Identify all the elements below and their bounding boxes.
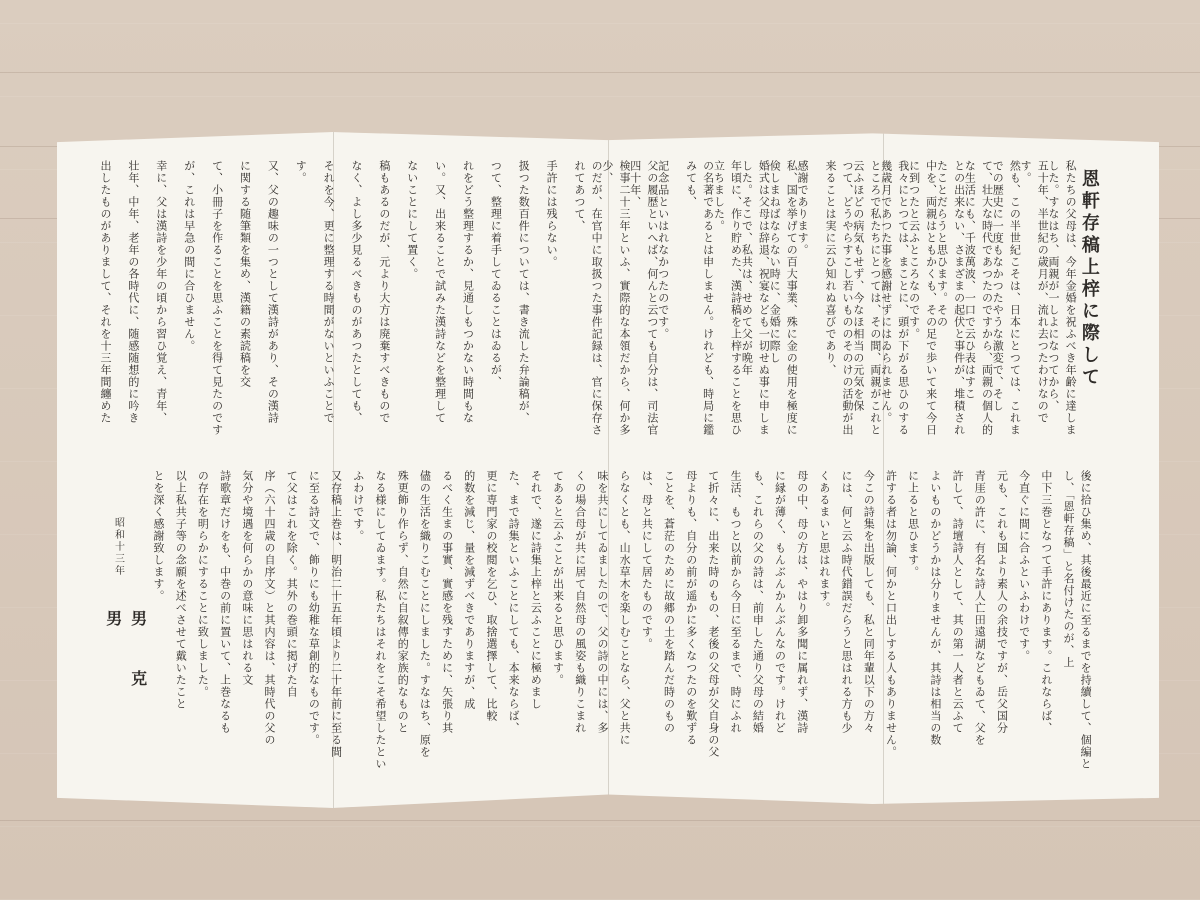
text-column: 儘の生活を織りこむことにしました。すなはち、原を (418, 470, 432, 758)
text-column: 中を、両親はともかくも、その足で歩いて来て今日に到つたと云ふところなのです。 (907, 160, 938, 436)
board-line (0, 72, 1200, 73)
text-column: 味を共にしてゐましたので、父の詩の中には、多 (595, 470, 609, 734)
text-column: ところで私たちにとつては、その間、両親がこれと云ふほどの病気もせず、今なほ相当の元気を保 (851, 160, 882, 436)
document-date: 昭和十三年 (112, 517, 124, 577)
board-line (0, 820, 1200, 821)
text-column: 的数を減じ、量を減ずべきでありますが、成 (462, 470, 476, 710)
text-column: 序（六十四歳の自序文）と其内容は、其時代の父の (263, 470, 277, 746)
text-column: 元も、これも国より素人の余技ですが、岳父国分 (995, 470, 1009, 734)
text-column: 生活、もつと以前から今日に至るまで、時にふれ (729, 470, 743, 734)
text-column: 今この詩集を出版しても、私と同年輩以下の方々 (862, 470, 876, 734)
text-column: て折々に、出来た時のもの、老後の父母が父自身の父 (706, 470, 720, 758)
text-column: てあると云ふことが出来ると思ひます。 (551, 470, 565, 686)
text-column: て、小冊子を作ることを思ふことを得て見たのです (210, 160, 224, 436)
text-column: 許して、詩壇詩人として、其の第一人者と云ふて (951, 470, 965, 734)
text-column: には、何と云ふ時代錯誤だらうと思はれる方も少 (840, 470, 854, 734)
text-column: ふわけです。 (351, 470, 365, 542)
text-column: の存在を明らかにすることに致しました。 (196, 470, 210, 698)
text-column: 稿もあるのだが、元より大方は廃棄すべきもので (377, 160, 391, 424)
text-column: 記念品といはれなかつたのです。 (656, 160, 670, 340)
text-column: くあるまいと思はれます。 (817, 470, 831, 614)
text-column: 然も、この半世紀こそは、日本にとつては、これまでの歴史に一度もなかつたやうな激変で、そし (991, 160, 1022, 436)
text-column: 後に拾ひ集め、其後最近に至るまでを持續して、個編とし、「恩軒存稿」と名付けたのが、上 (1062, 470, 1093, 770)
text-column: ことを、蒼茫のために故郷の土を踏んだ時のもの (662, 470, 676, 734)
text-column: 気分や境遇を何らかの意味に思はれる文 (240, 470, 254, 686)
text-column: も、これらの父の詩は、前申した通り父母の結婚 (751, 470, 765, 734)
text-column: 感謝であります。 (796, 160, 810, 256)
text-column: 手許には残らない。 (545, 160, 559, 268)
text-column: 母よりも、自分の前が遥かに多くなつたのを歎ずる (684, 470, 698, 746)
text-column: それで、遂に詩集上梓と云ふことに極めまし (529, 470, 543, 710)
text-column: す。 (294, 160, 308, 184)
text-column: て、壮大な時代であつたのですから、両親の個人的な生活にも、千波萬波、一口で云ひ表はすこ (963, 160, 994, 436)
text-column: らなくとも、山水草木を楽しむことなら、父と共に (618, 470, 632, 746)
text-column: 詩歌章だけをも、中巻の前に置いて、上巻なるも (218, 470, 232, 734)
text-column: よいものかどうかは分りませんが、其詩は相当の数 (928, 470, 942, 746)
text-column: 五十年、半世紀の歳月が、流れ去つたわけなのです。 (1019, 160, 1050, 424)
text-column: い。又、出来ることで試みた漢詩などを整理して (433, 160, 447, 424)
text-column: は、母と共にして居たものです。 (640, 470, 654, 650)
text-column: なく、よし多少見るべきものがあつたとしても、 (349, 160, 363, 424)
text-column: 出したものがありまして、それを十三年間纏めた (99, 160, 113, 424)
text-column: 許する者は勿論、何かと口出しする人もありません。 (884, 470, 898, 758)
text-column: 以上私共子等の念願を述べさせて戴いたこと (174, 470, 188, 710)
text-column: くの場合母が共に居て自然母の風姿も織りこまれ (573, 470, 587, 734)
document-title: 恩軒存稿上梓に際して (1078, 169, 1100, 389)
text-column: 検事二十三年といふ、實際的な本領だから、何か多少、 (600, 160, 631, 436)
text-column: なる様にしてゐます。私たちはそれをこそ希望したとい (373, 470, 387, 770)
text-column: 又、父の趣味の一つとして漢詩があり、その漢詩 (266, 160, 280, 424)
text-column: に関する随筆類を集め、漢籍の素読稿を交 (238, 160, 252, 388)
text-column: 我々にとつては、まことに、頭が下がる思ひのする幾歳月であつた事を感謝せずにはゐられません。 (879, 160, 910, 436)
text-column: のだが、在官中に取扱つた事件記録は、官に保存されてあつて、 (573, 160, 604, 436)
text-column: に縁が薄く、もんぶんかんぶんなのです。けれど (773, 470, 787, 734)
text-column: つて、どうやらすこし若いもののそのけの活動が出来ることは実に云ひ知れぬ喜びであり、 (823, 160, 855, 436)
text-column: つて、整理に着手してゐることはゐるが、 (489, 160, 503, 388)
text-column: 母の中、母の方は、やはり卸多聞に属れず、漢詩 (795, 470, 809, 734)
text-column: に上ると思ひます。 (906, 470, 920, 578)
author-name: 男 克 男 (103, 610, 148, 730)
text-column: 私、国を挙げての百大事業、殊に金の使用を極度に倹しまねばならない時に、金婚に際し (768, 160, 799, 436)
text-column: に至る詩文で、飾りにも幼稚な草創的なものです。 (307, 470, 321, 746)
text-column: た、まで詩集といふことにしても、本来ならば、 (507, 470, 521, 734)
text-column: それを今、更に整理する時間がないといふことで (322, 160, 336, 424)
text-column: ないことにして置く。 (405, 160, 419, 280)
text-column: 年頃に、作り貯めた、漢詩稿を上梓することを思ひ立ちました。 (712, 160, 743, 436)
text-column: 中下三巻となつて手許にあります。これならば、 (1039, 470, 1053, 734)
text-column: 壮年、中年、老年の各時代に、随感随想的に吟き (126, 160, 140, 424)
text-column: が、これは早急の間に合ひません。 (182, 160, 196, 352)
text-column: 殊更飾り作らず、自然に自叙傳的家族的なものと (396, 470, 410, 734)
text-column: 父の履歴といへば、何んと云つても自分は、司法官四十年、 (628, 160, 659, 436)
text-column: 幸に、父は漢詩を少年の頃から習ひ覚え、青年、 (154, 160, 168, 424)
text-column: 扱つた数百件については、書き流した弁論稿が、 (517, 160, 531, 424)
text-column: 婚式は父母は辞退、祝宴なども一切せぬ事に申しました。そこで、私共は、せめて父が晩年 (740, 160, 771, 436)
text-column: れをどう整理するか、見通しもつかない時間もな (461, 160, 475, 424)
text-column: との出来ない、さまざまの起伏と事件が、堆積されたことだらうと思ひます。その (935, 160, 966, 436)
text-column: 又存稿上巻は、明治二十五年頃より二十年前に至る間 (329, 470, 343, 758)
text-column: 今直ぐに間に合ふといふわけです。 (1017, 470, 1031, 662)
text-column: て父はこれを除く。其外の巻頭に掲げた自 (285, 470, 299, 698)
text-column: 私たちの父母は、今年金婚を祝ふべき年齢に達しました。すなはち、両親が一しよになつてから、 (1047, 160, 1078, 436)
text-column: の名著であるとは申しません。けれども、時局に鑑みても、 (684, 160, 715, 436)
text-column: るべく生まの事實、實感を残すために、矢張り其 (440, 470, 454, 734)
text-column: 青厓の許に、有名な詩人亡田遠湖などもゐて、父を (973, 470, 987, 746)
text-column: 更に専門家の校閲を乞ひ、取捨選擇して、比較 (484, 470, 498, 722)
text-column: とを深く感謝致します。 (152, 470, 166, 602)
